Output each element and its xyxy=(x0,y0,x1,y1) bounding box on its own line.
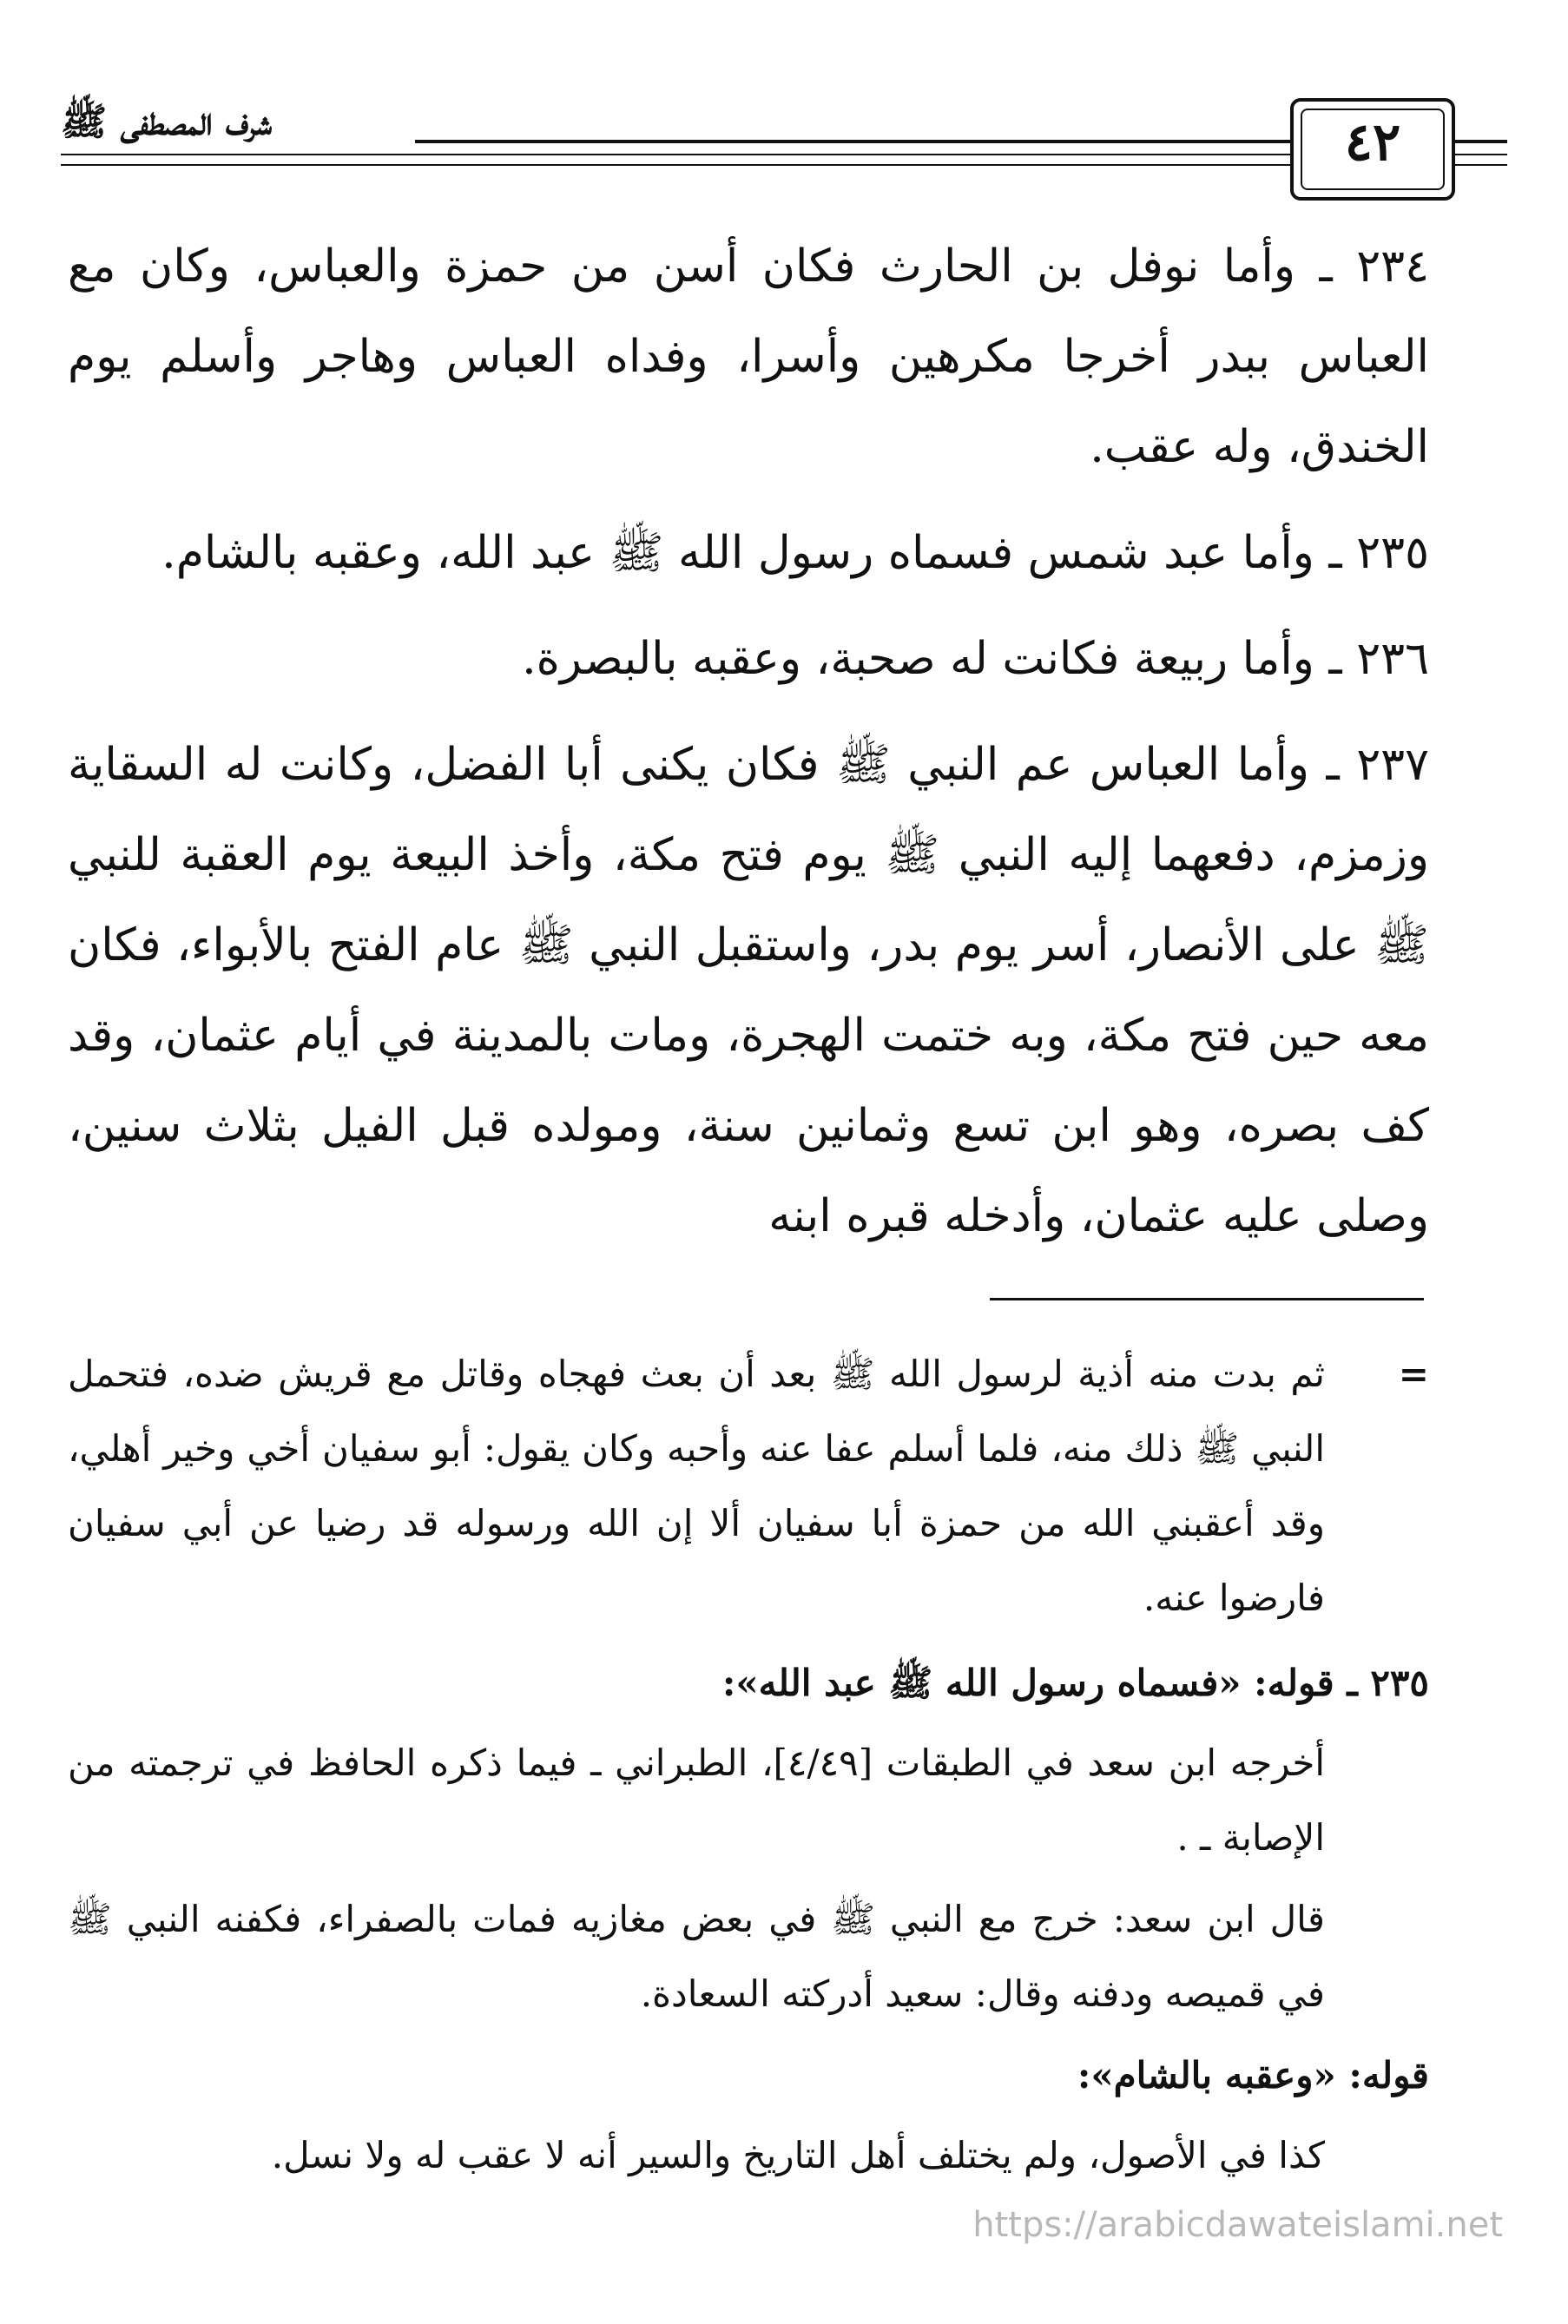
paragraph-235: ٢٣٥ ـ وأما عبد شمس فسماه رسول الله ﷺ عبد الله، وعقبه بالشام. xyxy=(161,527,1429,579)
footnotes xyxy=(68,1337,1429,2200)
paragraph-237: ٢٣٧ ـ وأما العباس عم النبي ﷺ فكان يكنى أبا الفضل، وكانت له السقاية وزمزم، دفعهما إليه النبي ﷺ يوم فتح مكة، وأخذ البيعة يوم العقبة للنبي ﷺ على الأنصار، أسر يوم بدر، واستقبل النبي ﷺ عام الفتح بالأبواء، فكان معه حين فتح مكة، وبه ختمت الهجرة، ومات بالمدينة في أيام عثمان، وقد كف بصره، وهو ابن تسع وثمانين سنة، ومولده قبل الفيل بثلاث سنين، وصلى عليه عثمان، وأدخله قبره ابنه xyxy=(68,739,1429,1242)
paragraph-234: ٢٣٤ ـ وأما نوفل بن الحارث فكان أسن من حمزة والعباس، وكان مع العباس ببدر أخرجا مكرهين وأسرا، وفداه العباس وهاجر وأسلم يوم الخندق، وله عقب. xyxy=(68,240,1429,473)
footnote-sham-heading: قوله: «وعقبه بالشام»: xyxy=(1077,2054,1429,2097)
page-number: ٤٢ xyxy=(1344,112,1401,173)
watermark-url: https://arabicdawateislami.net xyxy=(972,2205,1503,2245)
paragraph-236: ٢٣٦ ـ وأما ربيعة فكانت له صحبة، وعقبه بالبصرة. xyxy=(522,633,1429,685)
footnote-continuation xyxy=(68,1337,1429,1636)
continuation-mark: = xyxy=(1398,1353,1429,1395)
page-header xyxy=(61,91,1507,208)
footnote-235-body-2: قال ابن سعد: خرج مع النبي ﷺ في بعض مغازيه فمات بالصفراء، فكفنه النبي ﷺ في قميصه ودفنه وقال: سعيد أدركته السعادة. xyxy=(68,1898,1325,2015)
main-text xyxy=(68,221,1429,1277)
footnote-235-heading: ٢٣٥ ـ قوله: «فسماه رسول الله ﷺ عبد الله»: xyxy=(721,1662,1429,1704)
page-number-frame xyxy=(1290,98,1455,201)
footnote-continuation-text: ثم بدت منه أذية لرسول الله ﷺ بعد أن بعث فهجاه وقاتل مع قريش ضده، فتحمل النبي ﷺ ذلك منه، فلما أسلم عفا عنه وأحبه وكان يقول: أبو سفيان أخي وخير أهلي، وقد أعقبني الله من حمزة أبا سفيان ألا إن الله ورسوله قد رضيا عن أبي سفيان فارضوا عنه. xyxy=(68,1353,1325,1619)
footnote-separator xyxy=(990,1298,1424,1300)
book-title: شرف المصطفى ﷺ xyxy=(61,98,415,154)
footnote-235-body-1: أخرجه ابن سعد في الطبقات [٤/٤٩]، الطبراني ـ فيما ذكره الحافظ في ترجمته من الإصابة ـ . xyxy=(68,1741,1325,1859)
footnote-sham-body: كذا في الأصول، ولم يختلف أهل التاريخ والسير أنه لا عقب له ولا نسل. xyxy=(271,2134,1325,2176)
